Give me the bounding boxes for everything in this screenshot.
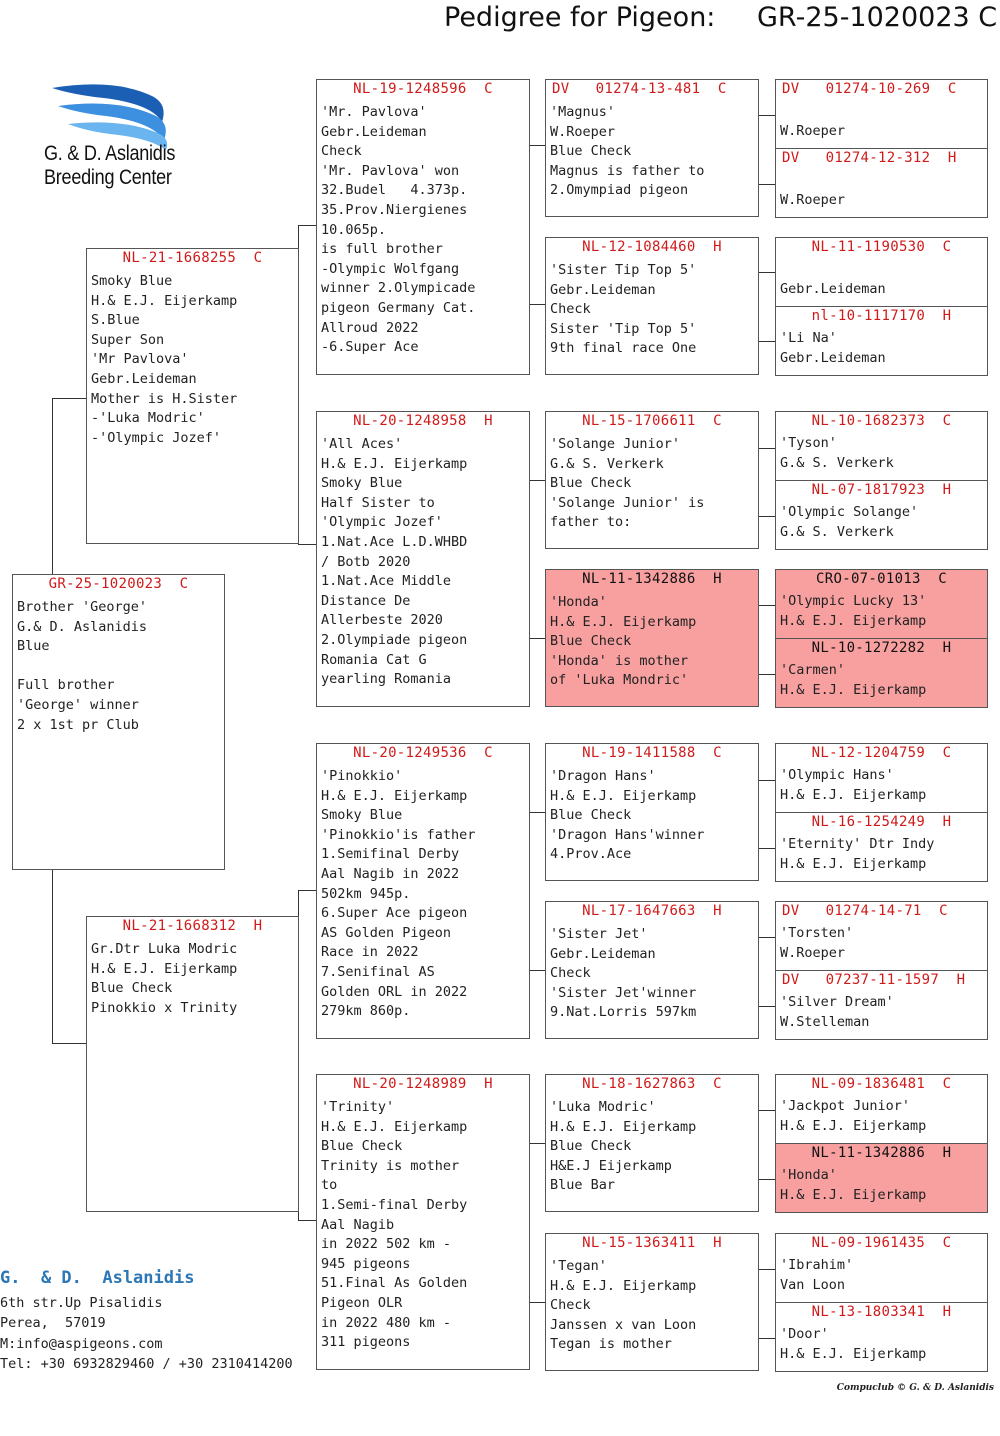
ring-number: nl-10-1117170 H <box>811 308 952 324</box>
connector-line <box>298 1220 317 1221</box>
connector-line <box>758 272 775 273</box>
ring-number: NL-07-1817923 H <box>811 482 952 498</box>
connector-line <box>758 674 775 675</box>
ring-number: DV 01274-14-71 C <box>782 903 948 919</box>
title-label: Pedigree for Pigeon: <box>444 2 716 33</box>
pigeon-details: 'Luka Modric' H.& E.J. Eijerkamp Blue Check H&E.J Eijerkamp Blue Bar <box>550 1099 697 1194</box>
pigeon-details: 'Eternity' Dtr Indy H.& E.J. Eijerkamp <box>780 836 935 872</box>
connector-line <box>298 225 317 226</box>
ring-number: NL-18-1627863 C <box>582 1076 722 1092</box>
ancestor-card-highlighted <box>775 569 988 639</box>
logo-line-2: Breeding Center <box>44 166 172 189</box>
pigeon-details: 'Torsten' W.Roeper <box>780 925 854 961</box>
pigeon-details: 'Olympic Hans' H.& E.J. Eijerkamp <box>780 767 927 803</box>
ancestor-card <box>775 970 988 1040</box>
great-grandparent-card <box>545 237 759 375</box>
connector-line <box>758 516 775 517</box>
pigeon-details: Brother 'George' G.& D. Aslanidis Blue Full brother 'George' winner 2 x 1st pr Club <box>17 599 148 733</box>
ring-number: NL-13-1803341 H <box>811 1304 952 1320</box>
pigeon-details: 'Mr. Pavlova' Gebr.Leideman Check 'Mr. Pavlova' won 32.Budel 4.373p. 35.Prov.Niergienes 10.065p. is full brother -Olympic Wolfgang winner 2.Olympicade pigeon Germany Cat. Allroud 2022 -6.Super Ace <box>321 104 476 356</box>
ring-number: NL-12-1204759 C <box>811 745 952 761</box>
pigeon-details: 'Magnus' W.Roeper Blue Check Magnus is father to 2.Omympiad pigeon <box>550 104 705 199</box>
footer-credit: Compuclub © G. & D. Aslanidis <box>836 1383 994 1393</box>
ring-number: NL-20-1249536 C <box>353 745 493 761</box>
contact-phone: Tel: +30 6932829460 / +30 2310414200 <box>0 1356 293 1372</box>
grandparent-card <box>316 1074 530 1370</box>
ancestor-card <box>775 237 988 307</box>
pigeon-details: 'Honda' H.& E.J. Eijerkamp Blue Check 'Honda' is mother of 'Luka Mondric' <box>550 594 697 689</box>
contact-city: Perea, 57019 <box>0 1315 106 1331</box>
pigeon-details: 'Li Na' Gebr.Leideman <box>780 330 886 366</box>
connector-line <box>529 812 545 813</box>
pigeon-details: Gr.Dtr Luka Modric H.& E.J. Eijerkamp Blue Check Pinokkio x Trinity <box>91 941 238 1016</box>
connector-line <box>529 304 545 305</box>
logo-text <box>44 142 175 190</box>
pigeon-details: 'Tyson' G.& S. Verkerk <box>780 435 894 471</box>
great-grandparent-card <box>545 1233 759 1371</box>
ring-number: NL-16-1254249 H <box>811 814 952 830</box>
connector-line <box>52 1043 87 1044</box>
pigeon-details: 'Pinokkio' H.& E.J. Eijerkamp Smoky Blue 'Pinokkio'is father 1.Semifinal Derby Aal Nagib in 2022 502km 945p. 6.Super Ace pigeon AS Golden Pigeon Race in 2022 7.Senifinal AS Golden ORL in 2022 279km 860p. <box>321 768 476 1020</box>
ring-number: NL-11-1342886 H <box>811 1145 952 1161</box>
ring-number: NL-11-1190530 C <box>811 239 952 255</box>
connector-line <box>758 1338 775 1339</box>
sire-card <box>86 248 299 544</box>
ring-number: NL-09-1836481 C <box>811 1076 952 1092</box>
pigeon-details: 'Jackpot Junior' H.& E.J. Eijerkamp <box>780 1098 927 1134</box>
connector-line <box>529 480 545 481</box>
ring-number: DV 01274-10-269 C <box>782 81 957 97</box>
pigeon-details: 'Dragon Hans' H.& E.J. Eijerkamp Blue Check 'Dragon Hans'winner 4.Prov.Ace <box>550 768 705 863</box>
ring-number: NL-17-1647663 H <box>582 903 722 919</box>
contact-name: G. & D. Aslanidis <box>0 1268 195 1288</box>
contact-email[interactable]: M:info@aspigeons.com <box>0 1335 163 1352</box>
ancestor-card <box>775 1302 988 1372</box>
pigeon-details: 'Trinity' H.& E.J. Eijerkamp Blue Check Trinity is mother to 1.Semi-final Derby Aal Nagib in 2022 502 km - 945 pigeons 51.Final As Golden Pigeon OLR in 2022 480 km - 311 pigeons <box>321 1099 468 1351</box>
pigeon-details: Gebr.Leideman <box>780 280 886 297</box>
great-grandparent-card <box>545 79 759 217</box>
ancestor-card <box>775 306 988 376</box>
connector-line <box>298 544 317 545</box>
great-grandparent-card <box>545 411 759 549</box>
connector-line <box>758 605 775 606</box>
grandparent-card <box>316 79 530 375</box>
ancestor-card <box>775 812 988 882</box>
great-grandparent-card-highlighted <box>545 569 759 707</box>
ring-number: NL-19-1411588 C <box>582 745 722 761</box>
grandparent-card <box>316 743 530 1039</box>
contact-block <box>0 1268 293 1375</box>
ring-number: NL-20-1248958 H <box>353 413 493 429</box>
pigeon-details: 'Ibrahim' Van Loon <box>780 1257 854 1293</box>
connector-line <box>529 1302 545 1303</box>
connector-line <box>758 341 775 342</box>
ring-number: DV 01274-12-312 H <box>782 150 957 166</box>
connector-line <box>52 398 53 575</box>
ancestor-card <box>775 148 988 218</box>
pigeon-details: 'Carmen' H.& E.J. Eijerkamp <box>780 662 927 698</box>
great-grandparent-card <box>545 901 759 1039</box>
connector-line <box>758 115 775 116</box>
ring-number: NL-11-1342886 H <box>582 571 722 587</box>
ancestor-card <box>775 901 988 971</box>
great-grandparent-card <box>545 743 759 881</box>
pigeon-details: 'Honda' H.& E.J. Eijerkamp <box>780 1167 927 1203</box>
ring-number: NL-10-1272282 H <box>811 640 952 656</box>
ring-number: NL-09-1961435 C <box>811 1235 952 1251</box>
ancestor-card <box>775 1074 988 1144</box>
ring-number: NL-15-1706611 C <box>582 413 722 429</box>
page-title <box>444 2 998 33</box>
connector-line <box>758 937 775 938</box>
ancestor-card <box>775 79 988 149</box>
connector-line <box>529 638 545 639</box>
connector-line <box>758 1006 775 1007</box>
contact-address: 6th str.Up Pisalidis <box>0 1294 163 1311</box>
ancestor-card <box>775 480 988 550</box>
connector-line <box>529 145 545 146</box>
ring-number: NL-10-1682373 C <box>811 413 952 429</box>
pigeon-details: 'Door' H.& E.J. Eijerkamp <box>780 1326 927 1362</box>
pigeon-details: 'Sister Jet' Gebr.Leideman Check 'Sister Jet'winner 9.Nat.Lorris 597km <box>550 926 697 1021</box>
connector-line <box>758 448 775 449</box>
connector-line <box>758 184 775 185</box>
pigeon-details: 'Sister Tip Top 5' Gebr.Leideman Check Sister 'Tip Top 5' 9th final race One <box>550 262 697 357</box>
ring-number: CRO-07-01013 C <box>816 571 947 587</box>
connector-line <box>529 1143 545 1144</box>
ancestor-card-highlighted <box>775 1143 988 1213</box>
connector-line <box>758 1179 775 1180</box>
pigeon-details: 'Tegan' H.& E.J. Eijerkamp Check Janssen x van Loon Tegan is mother <box>550 1258 697 1353</box>
grandparent-card <box>316 411 530 707</box>
logo-line-1: G. & D. Aslanidis <box>44 142 176 165</box>
ring-number: DV 07237-11-1597 H <box>782 972 966 988</box>
pigeon-details: W.Roeper <box>780 122 846 139</box>
ancestor-card <box>775 411 988 481</box>
ring-number: NL-21-1668312 H <box>122 918 263 934</box>
ring-number: GR-25-1020023 C <box>48 576 189 592</box>
pigeon-details: 'All Aces' H.& E.J. Eijerkamp Smoky Blue Half Sister to 'Olympic Jozef' 1.Nat.Ace L.D.WHBD / Botb 2020 1.Nat.Ace Middle Distance De Allerbeste 2020 2.Olympiade pigeon Romania Cat G yearling Romania <box>321 436 468 688</box>
ring-number: NL-15-1363411 H <box>582 1235 722 1251</box>
pigeon-details: 'Solange Junior' G.& S. Verkerk Blue Check 'Solange Junior' is father to: <box>550 436 705 531</box>
pigeon-details: 'Silver Dream' W.Stelleman <box>780 994 894 1030</box>
pigeon-details: W.Roeper <box>780 191 846 208</box>
connector-line <box>529 970 545 971</box>
ring-number: NL-21-1668255 C <box>122 250 263 266</box>
connector-line <box>52 398 87 399</box>
pigeon-details: Smoky Blue H.& E.J. Eijerkamp S.Blue Super Son 'Mr Pavlova' Gebr.Leideman Mother is H.Sister -'Luka Modric' -'Olympic Jozef' <box>91 273 238 446</box>
connector-line <box>758 780 775 781</box>
ancestor-card-highlighted <box>775 638 988 708</box>
pigeon-details: 'Olympic Solange' G.& S. Verkerk <box>780 504 919 540</box>
ring-number: NL-12-1084460 H <box>582 239 722 255</box>
subject-pigeon-card <box>12 574 225 870</box>
connector-line <box>758 848 775 849</box>
ring-number: NL-19-1248596 C <box>353 81 493 97</box>
ancestor-card <box>775 743 988 813</box>
ring-number: NL-20-1248989 H <box>353 1076 493 1092</box>
ring-number: DV 01274-13-481 C <box>552 81 727 97</box>
great-grandparent-card <box>545 1074 759 1212</box>
connector-line <box>758 1110 775 1111</box>
connector-line <box>52 869 53 1044</box>
connector-line <box>758 1269 775 1270</box>
pigeon-details: 'Olympic Lucky 13' H.& E.J. Eijerkamp <box>780 593 927 629</box>
connector-line <box>298 890 317 891</box>
title-ring-number: GR-25-1020023 C <box>757 2 998 33</box>
dam-card <box>86 916 299 1212</box>
ancestor-card <box>775 1233 988 1303</box>
